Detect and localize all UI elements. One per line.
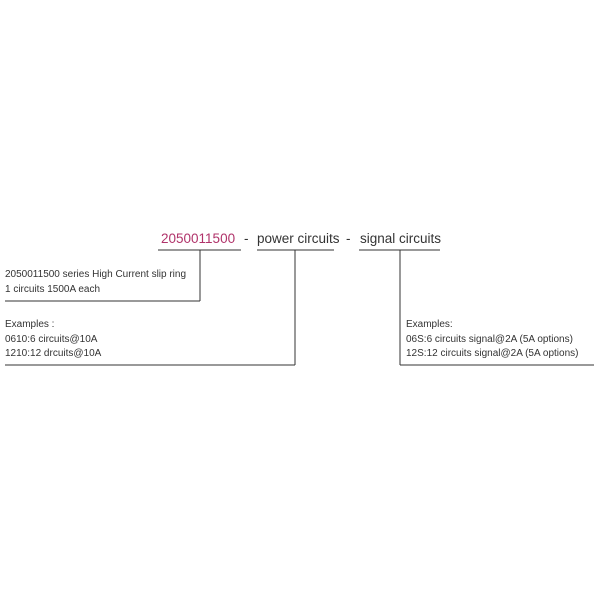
power-circuits-label: power circuits: [257, 231, 340, 246]
separator-2: -: [346, 231, 351, 246]
signal-example-2: 12S:12 circuits signal@2A (5A options): [406, 348, 579, 359]
signal-examples-heading: Examples:: [406, 319, 453, 330]
power-examples-heading: Examples :: [5, 319, 55, 330]
series-note-line2: 1 circuits 1500A each: [5, 284, 101, 295]
power-example-1: 0610:6 circuits@10A: [5, 334, 98, 345]
part-number: 2050011500: [161, 231, 236, 246]
separator-1: -: [244, 231, 249, 246]
power-example-2: 1210:12 drcuits@10A: [5, 348, 102, 359]
series-note-line1: 2050011500 series High Current slip ring: [5, 269, 187, 280]
signal-example-1: 06S:6 circuits signal@2A (5A options): [406, 334, 573, 345]
signal-circuits-label: signal circuits: [360, 231, 442, 246]
